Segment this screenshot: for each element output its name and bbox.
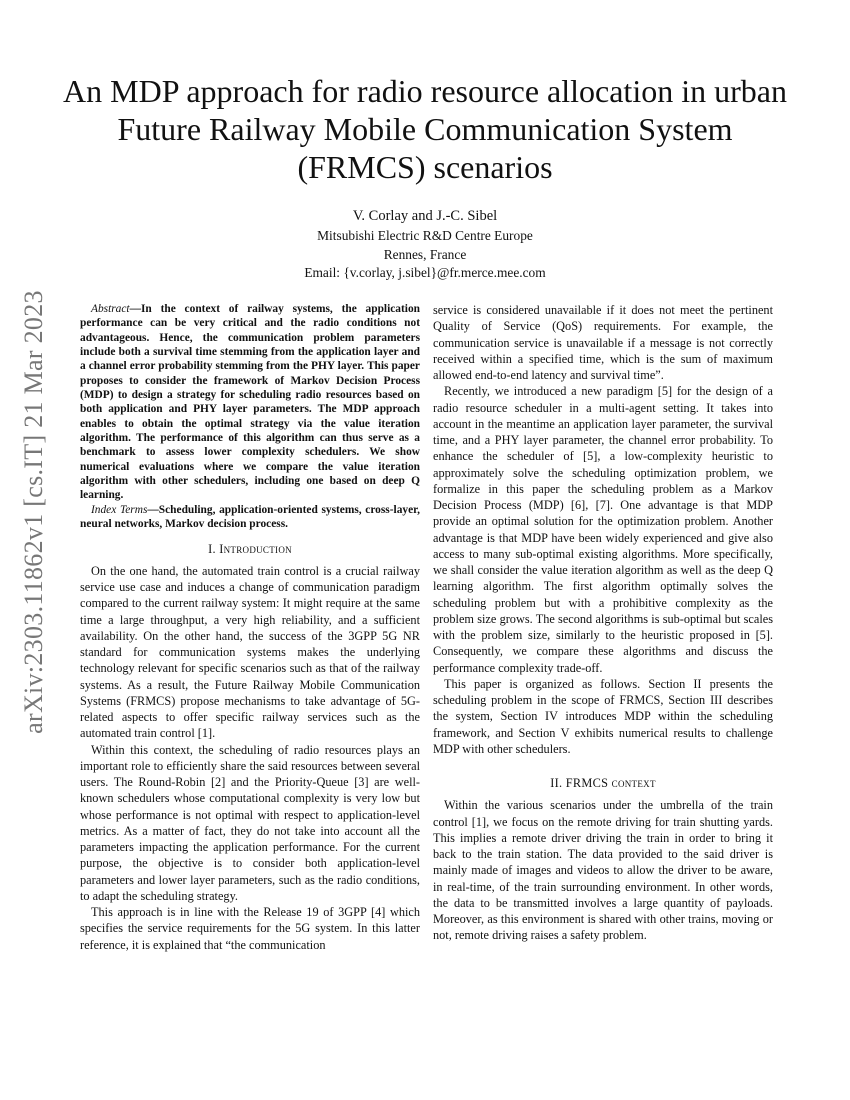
author-location: Rennes, France xyxy=(383,246,467,262)
index-terms xyxy=(80,503,420,532)
author-names: V. Corlay and J.-C. Sibel xyxy=(352,208,498,224)
arxiv-identifier-text: arXiv:2303.11862v1 [cs.IT] 21 Mar 2023 xyxy=(19,290,48,734)
frmcs-paragraph-1: Within the various scenarios under the umbrella of the train control [1], we focus on the remote driving for train shutting yards. This implies a remote driver driving the train in order to bring it back to the train station. The data provided to the said driver is mainly made of images and videos to allow the driver to be aware, in real-time, of the train surrounding environment. In other words, the data to be transmitted involves a large quantity of payloads. Moreover, as this environment is shared with other trains, moving or not, remote driving raises a safety problem. xyxy=(433,798,773,943)
section-heading-introduction xyxy=(80,541,420,557)
right-column xyxy=(433,302,773,944)
section-numeral: II. xyxy=(550,776,566,790)
paper-title: An MDP approach for radio resource allocation in urban Future Railway Mobile Communication System (FRMCS) scenarios xyxy=(63,73,787,185)
arxiv-identifier xyxy=(14,272,54,752)
author-block xyxy=(60,206,790,283)
section-heading-smallcaps: context xyxy=(611,776,656,790)
section-numeral: I. xyxy=(208,541,220,556)
section-heading-main: FRMCS xyxy=(565,776,612,790)
intro-paragraph-3: This approach is in line with the Release 19 of 3GPP [4] which specifies the service requirements for the 5G system. In this latter reference, it is explained that “the communication xyxy=(80,905,420,952)
index-terms-text: —Scheduling, application-oriented systems, cross-layer, neural networks, Markov decision process. xyxy=(80,503,420,531)
author-email: Email: {v.corlay, j.sibel}@fr.merce.mee.com xyxy=(304,265,546,280)
intro-paragraph-3-continued: service is considered unavailable if it does not meet the pertinent Quality of Service (QoS) requirements. For example, the communication service is unavailable if a message is not correctly received within a specified time, which is the sum of maximum allowed end-to-end latency and survival time”. xyxy=(433,303,773,382)
abstract-text: —In the context of railway systems, the application performance can be very critical and the radio conditions not advantageous. Hence, the communication problem parameters include both a survival time stemming from the application layer and a channel error probability stemming from the PHY layer. This paper proposes to consider the framework of Markov Decision Process (MDP) to design a strategy for scheduling radio resources based on both application and PHY layer parameters. The MDP approach enables to obtain the optimal strategy via the value iteration algorithm. The performance of this algorithm can thus serve as a benchmark to assess lower complexity schedulers. We show numerical evaluations where we compare the value iteration algorithm with other schedulers, including one based on deep Q learning. xyxy=(80,303,420,502)
intro-paragraph-5: This paper is organized as follows. Section II presents the scheduling problem in the scope of FRMCS, Section III describes the system, Section IV introduces MDP within the scheduling framework, and Section V exhibits numerical results to challenge MDP with other schedulers. xyxy=(433,676,773,756)
section-heading-frmcs-context xyxy=(433,775,773,791)
section-heading-rest: ntroduction xyxy=(223,541,292,556)
intro-paragraph-1: On the one hand, the automated train control is a crucial railway service use case and induces a change of communication paradigm compared to the current railway system: It might require at the same time a large throughput, a very high reliability, and a sufficient availability. On the other hand, the success of the 3GPP 5G NR standard for communication systems makes the underlying technology relevant for specific scenarios such as that of the railway systems. As a result, the Future Railway Mobile Communication Systems (FRMCS) propose mechanisms to take advantage of 5G-related aspects to offer specific railway services such as the automated train control [1]. xyxy=(80,563,420,741)
intro-paragraph-2: Within this context, the scheduling of radio resources plays an important role to efficiently share the said resources between several users. The Round-Robin [2] and the Priority-Queue [3] are well-known schedulers whose computational complexity is very low but whose performance is not optimal with respect to application-level metrics. As a matter of fact, they do not take into account all the parameters impacting the application performance. For the current purpose, the objective is to consider both application-level parameters and lower layer parameters, such as the radio conditions, to adapt the scheduling strategy. xyxy=(80,742,420,903)
left-column xyxy=(80,302,420,953)
index-terms-label: Index Terms xyxy=(91,503,148,516)
intro-paragraph-4: Recently, we introduced a new paradigm [5] for the design of a radio resource scheduler in a multi-agent setting. It takes into account in the meantime an application layer parameter, the survival time, and a PHY layer parameter, the channel error probability. To enhance the scheduler of [5], a low-complexity heuristic to approximately solve the scheduling optimization problem, we formalize in this paper the scheduling problem as a Markov Decision Process (MDP) [6], [7]. One advantage is that MDP provide an optimal solution for the optimization problem. Another advantage is that MDP have been widely experienced and give also access to many sub-optimal existing algorithms. More specifically, we shall consider the value iteration algorithm as well as the deep Q learning algorithm. The first algorithm optimally solves the scheduling problem but with a prohibitive complexity as the problem size grows. The second algorithms is sub-optimal but scales with the problem size, similarly to the heuristic proposed in [5]. Consequently, we compare these algorithms and discuss the performance complexity trade-off. xyxy=(433,384,773,675)
author-affiliation: Mitsubishi Electric R&D Centre Europe xyxy=(317,228,533,243)
section-heading-initial: I xyxy=(219,541,224,556)
abstract xyxy=(80,302,420,503)
abstract-label: Abstract xyxy=(91,303,130,315)
